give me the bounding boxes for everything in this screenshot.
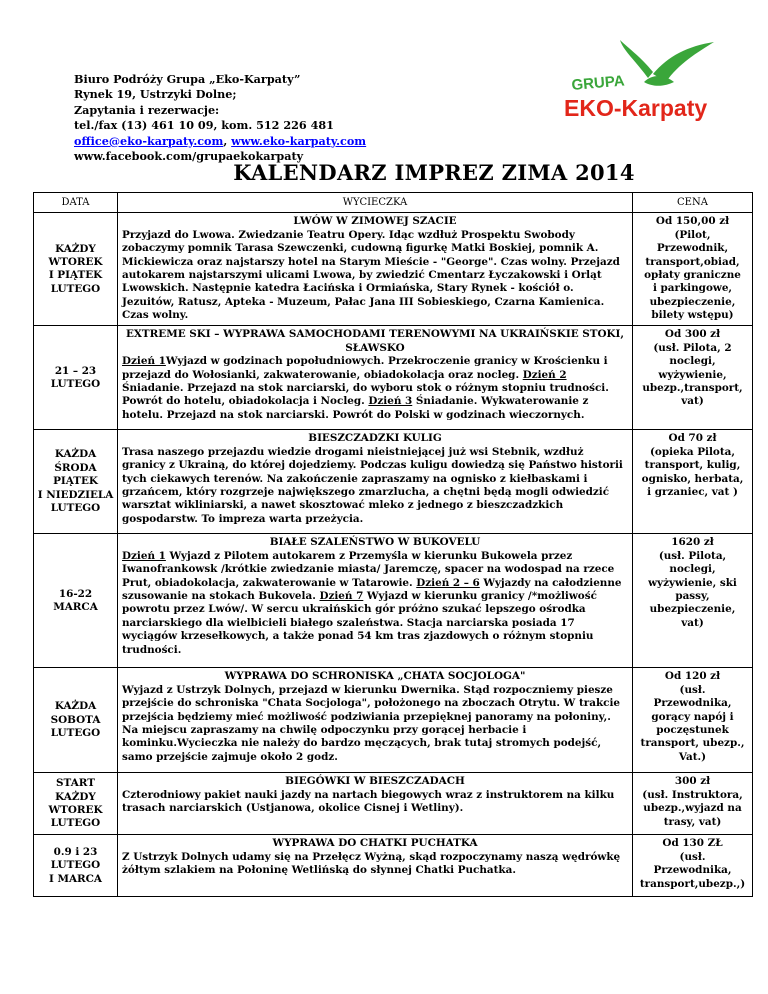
day-label: Dzień 2 (522, 368, 567, 381)
table-header-row (34, 193, 753, 213)
event-price: 1620 zł (usł. Pilota, noclegi, wyżywienie, ski passy, ubezpieczenie, vat) (633, 534, 753, 668)
event-description (118, 668, 633, 773)
email-web-line: office@eko-karpaty.com, www.eko-karpaty.com (74, 133, 367, 148)
table-row (34, 668, 753, 773)
event-text: Z Ustrzyk Dolnych udamy się na Przełęcz Wyżną, skąd rozpoczynamy naszą wędrówkę żółtym szlakiem na Połoninę Wetlińską do słynnej Chatki Puchatka. (122, 850, 621, 877)
phone-line: tel./fax (13) 461 10 09, kom. 512 226 481 (74, 118, 334, 133)
column-header-price: CENA (633, 193, 753, 213)
event-title: EXTREME SKI – WYPRAWA SAMOCHODAMI TERENOWYMI NA UKRAIŃSKIE STOKI, SŁAWSKO (125, 328, 625, 354)
column-header-trip: WYCIECZKA (118, 193, 633, 213)
inquiries-label: Zapytania i rezerwacje: (74, 102, 220, 117)
event-title: WYPRAWA DO CHATKI PUCHATKA (272, 837, 478, 850)
event-title: WYPRAWA DO SCHRONISKA „CHATA SOCJOLOGA" (224, 670, 526, 683)
event-text: Przyjazd do Lwowa. Zwiedzanie Teatru Opery. Idąc wzdłuż Prospektu Swobody zobaczymy pomnik Tarasa Szewczenki, cudowną figurkę Matki Boskiej, pomnik A. Mickiewicza oraz najstarszy hotel na Starym Mieście - "George". Czas wolny. Przejazd autokarem najstarszymi ulicami Lwowa, by zwiedzić Cmentarz Łyczakowski i Orląt Lwowskich. Następnie katedra Łacińska i Ormiańska, Stary Rynek - kościół o. Jezuitów, Ratusz, Apteka - Muzeum, Pałac Jana III Sobieskiego, Czarna Kamienica. Czas wolny. (122, 228, 620, 322)
event-description (118, 773, 633, 835)
eko-karpaty-logo (528, 38, 728, 128)
day-label: Dzień 7 (319, 590, 364, 603)
event-date: 21 – 23 LUTEGO (34, 326, 118, 430)
event-text: Czterodniowy pakiet nauki jazdy na nartach biegowych wraz z instruktorem na kilku trasach narciarskich (Ustjanowa, okolice Cisnej i Wetliny). (122, 788, 615, 815)
event-title: BIAŁE SZALEŃSTWO W BUKOVELU (269, 536, 481, 549)
bird-wing-right (653, 42, 714, 82)
event-price: Od 130 ZŁ (usł. Przewodnika, transport,ubezp.,) (633, 835, 753, 897)
table-row (34, 430, 753, 534)
event-date: KAŻDY WTOREK I PIĄTEK LUTEGO (34, 213, 118, 326)
event-text: Wyjazd z Ustrzyk Dolnych, przejazd w kierunku Dwernika. Stąd rozpoczniemy piesze przejście do schroniska "Chata Socjologa", położonego na zboczach Otrytu. W trakcie przejścia będziemy mieć możliwość podziwiania przepięknej panoramy na połoniny,. Na miejscu zapraszamy na chwilę odpoczynku przy gorącej herbacie i kominku.Wycieczka nie należy do bardzo męczących, brak tutaj stromych podejść, samo przejście zajmuje około 2 godz. (122, 683, 621, 763)
agency-address: Rynek 19, Ustrzyki Dolne; (74, 87, 237, 102)
bird-wing-left (620, 40, 653, 78)
table-row (34, 213, 753, 326)
event-text: Trasa naszego przejazdu wiedzie drogami nieistniejącej już wsi Stebnik, wzdłuż granicy z Ukrainą, do której dojedziemy. Podczas kuligu dowiedzą się Państwo historii tych ciekawych terenów. Na zakończenie zapraszamy na ognisko z kiełbaskami i grzańcem, który rozgrzeje największego zmarzlucha, a chętni będą mogli odwiedzić warsztat wikliniarski, a nawet skosztować mleko z jednego z bieszczadzkich gospodarstw. To impreza warta przeżycia. (122, 445, 623, 525)
event-description: EXTREME SKI – WYPRAWA SAMOCHODAMI TERENOWYMI NA UKRAIŃSKIE STOKI, SŁAWSKO Dzień 1Wyjazd w godzinach popołudniowych. Przekroczenie granicy w Krościenku i przejazd do Wołosianki, zakwaterowanie, obiadokolacja oraz nocleg. Dzień 2 Śniadanie. Przejazd na stok narciarski, do wyboru stok o różnym stopniu trudności. Powrót do hotelu, obiadokolacja i Nocleg. Dzień 3 Śniadanie. Wykwaterowanie z hotelu. Przejazd na stok narciarski. Powrót do Polski w godzinach wieczornych. (118, 326, 633, 430)
logo-text-brand: EKO-Karpaty (564, 95, 708, 121)
agency-name: Biuro Podróży Grupa „Eko-Karpaty” (74, 72, 301, 86)
table-row (34, 773, 753, 835)
day-label: Dzień 1 (122, 355, 166, 368)
table-row (34, 835, 753, 897)
event-price: Od 300 zł (usł. Pilota, 2 noclegi, wyżywienie, ubezp.,transport, vat) (633, 326, 753, 430)
event-price: Od 70 zł (opieka Pilota, transport, kulig, ognisko, herbata, i grzaniec, vat ) (633, 430, 753, 534)
page-title: KALENDARZ IMPREZ ZIMA 2014 (233, 160, 635, 185)
column-header-date: DATA (34, 193, 118, 213)
event-price: 300 zł (usł. Instruktora, ubezp.,wyjazd na trasy, vat) (633, 773, 753, 835)
table-row (34, 534, 753, 668)
website-link[interactable]: www.eko-karpaty.com (231, 133, 367, 148)
events-table (33, 192, 753, 897)
day-label: Dzień 1 (122, 549, 166, 562)
bird-body (644, 76, 674, 86)
day-label: Dzień 3 (368, 395, 413, 408)
email-link[interactable]: office@eko-karpaty.com (74, 133, 224, 148)
event-date: KAŻDA ŚRODA PIĄTEK I NIEDZIELA LUTEGO (34, 430, 118, 534)
event-title: BIEGÓWKI W BIESZCZADACH (285, 775, 465, 788)
event-description (118, 430, 633, 534)
event-description (118, 835, 633, 897)
event-date: START KAŻDY WTOREK LUTEGO (34, 773, 118, 835)
event-description: BIAŁE SZALEŃSTWO W BUKOVELU Dzień 1 Wyjazd z Pilotem autokarem z Przemyśla w kierunku Bukowela przez Iwanofrankowsk /krótkie zwiedzanie miasta/ Jaremczę, spacer na wodospad na rzece Prut, obiadokolacja, zakwaterowanie w Tatarowie. Dzień 2 – 6 Wyjazdy na całodzienne szusowanie na stokach Bukovela. Dzień 7 Wyjazd w kierunku granicy /*możliwość powrotu przez Lwów/. W sercu ukraińskich gór próżno szukać lepszego ośrodka narciarskiego dla wielbicieli białego szaleństwa. Stacja narciarska posiada 17 wyciągów krzesełkowych, a także ponad 54 km tras zjazdowych o różnym stopniu trudności. (118, 534, 633, 668)
agency-contact (74, 72, 474, 164)
logo-text-grupa: GRUPA (570, 72, 626, 94)
event-date: 0.9 i 23 LUTEGO I MARCA (34, 835, 118, 897)
event-date: 16-22 MARCA (34, 534, 118, 668)
event-price: Od 120 zł (usł. Przewodnika, gorący napój i poczęstunek transport, ubezp., Vat.) (633, 668, 753, 773)
facebook-line: www.facebook.com/grupaekokarpaty (74, 149, 304, 164)
event-title: BIESZCZADZKI KULIG (308, 432, 442, 445)
event-title: LWÓW W ZIMOWEJ SZACIE (293, 215, 457, 228)
event-price: Od 150,00 zł (Pilot, Przewodnik, transport,obiad, opłaty graniczne i parkingowe, ubezpieczenie, bilety wstępu) (633, 213, 753, 326)
day-label: Dzień 2 – 6 (416, 576, 480, 589)
event-description (118, 213, 633, 326)
event-date: KAŻDA SOBOTA LUTEGO (34, 668, 118, 773)
table-row (34, 326, 753, 430)
